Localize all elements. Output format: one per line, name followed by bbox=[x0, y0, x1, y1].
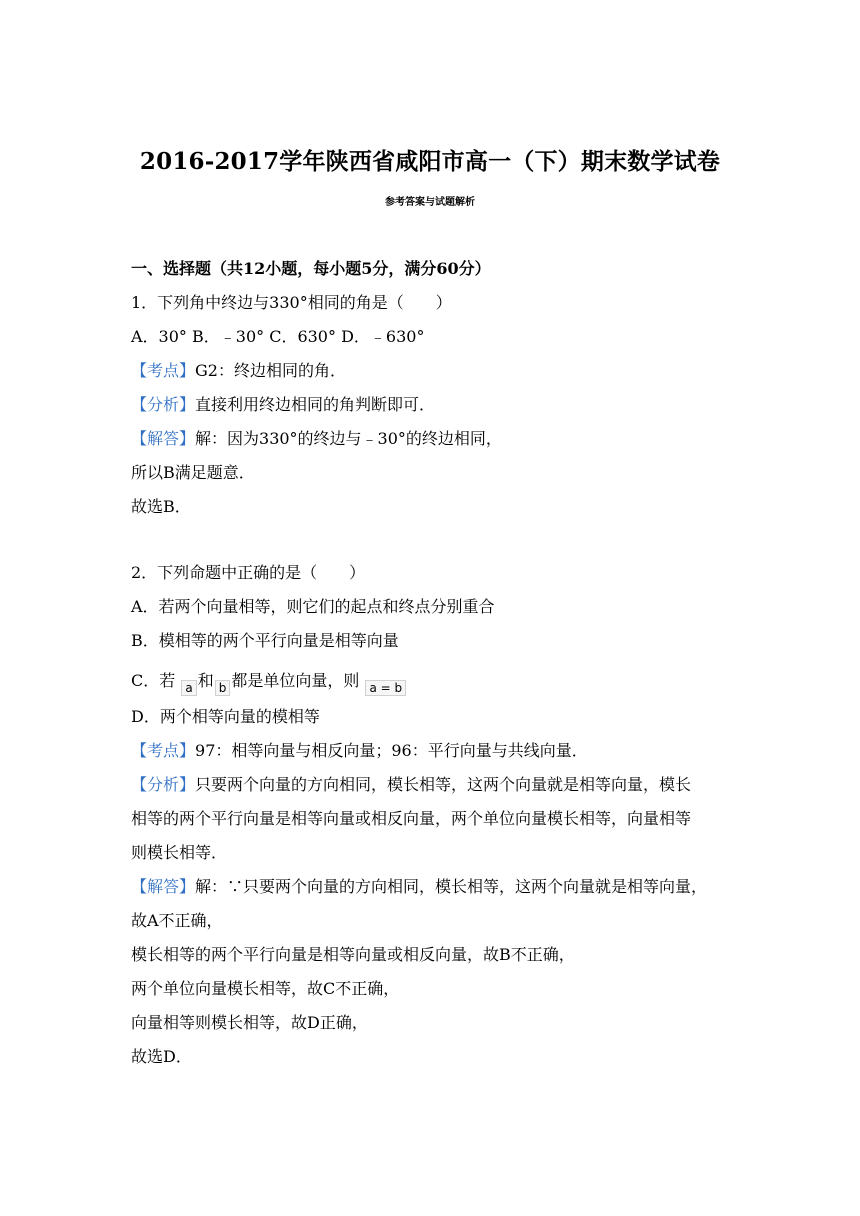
kaodian-tag: 【考点】 bbox=[131, 741, 196, 760]
jieda-tag: 【解答】 bbox=[131, 429, 196, 448]
q2-option-c bbox=[131, 670, 407, 696]
vector-equation-image: a = b bbox=[365, 680, 406, 696]
kaodian-text: 97：相等向量与相反向量；96：平行向量与共线向量． bbox=[195, 741, 588, 760]
fenxi-tag: 【分析】 bbox=[131, 775, 196, 794]
q2-option-d: D．两个相等向量的模相等 bbox=[131, 707, 320, 726]
q2-option-b: B．模相等的两个平行向量是相等向量 bbox=[131, 631, 399, 650]
fenxi-text-1: 只要两个向量的方向相同，模长相等，这两个向量就是相等向量，模长 bbox=[195, 775, 692, 794]
fenxi-tag: 【分析】 bbox=[131, 395, 196, 414]
q2-fenxi-line-2: 相等的两个平行向量是相等向量或相反向量，两个单位向量模长相等，向量相等 bbox=[131, 809, 692, 828]
q2-fenxi-line-3: 则模长相等． bbox=[131, 843, 228, 862]
q2-jieda-line-4: 两个单位向量模长相等，故C不正确， bbox=[131, 979, 400, 998]
document-title: 2016-2017学年陕西省咸阳市高一（下）期末数学试卷 bbox=[139, 148, 721, 175]
q2-stem: 2．下列命题中正确的是（ ） bbox=[131, 563, 366, 582]
q1-conclusion: 故选B． bbox=[131, 497, 191, 516]
option-c-and: 和 bbox=[197, 671, 214, 690]
q2-jieda-line-5: 向量相等则模长相等，故D正确， bbox=[131, 1013, 368, 1032]
option-c-mid: 都是单位向量，则 bbox=[231, 671, 360, 690]
vector-a-image: a bbox=[181, 680, 196, 696]
q1-fenxi bbox=[131, 394, 435, 416]
option-c-prefix: C．若 bbox=[131, 671, 176, 690]
kaodian-text: G2：终边相同的角． bbox=[195, 361, 346, 380]
jieda-tag: 【解答】 bbox=[131, 877, 196, 896]
jieda-text-1: 解：∵只要两个向量的方向相同，模长相等，这两个向量就是相等向量， bbox=[195, 877, 708, 896]
document-subtitle: 参考答案与试题解析 bbox=[385, 197, 475, 208]
vector-b-image: b bbox=[215, 680, 231, 696]
q1-kaodian bbox=[131, 360, 346, 382]
q1-stem: 1．下列角中终边与330°相同的角是（ ） bbox=[131, 293, 452, 312]
jieda-text: 解：因为330°的终边与﹣30°的终边相同， bbox=[195, 429, 502, 448]
q2-fenxi bbox=[131, 774, 691, 796]
q2-jieda bbox=[131, 876, 707, 898]
q1-jieda bbox=[131, 428, 502, 450]
section-title: 一、选择题（共12小题，每小题5分，满分60分） bbox=[131, 259, 491, 278]
q2-conclusion: 故选D． bbox=[131, 1047, 192, 1066]
q2-jieda-line-2: 故A不正确， bbox=[131, 911, 223, 930]
kaodian-tag: 【考点】 bbox=[131, 361, 196, 380]
q2-kaodian bbox=[131, 740, 588, 762]
q1-options: A．30° B．﹣30° C．630° D．﹣630° bbox=[131, 327, 425, 346]
q2-option-a: A．若两个向量相等，则它们的起点和终点分别重合 bbox=[131, 597, 495, 616]
q1-solution-line: 所以B满足题意． bbox=[131, 463, 255, 482]
fenxi-text: 直接利用终边相同的角判断即可． bbox=[195, 395, 436, 414]
q2-jieda-line-3: 模长相等的两个平行向量是相等向量或相反向量，故B不正确， bbox=[131, 945, 575, 964]
